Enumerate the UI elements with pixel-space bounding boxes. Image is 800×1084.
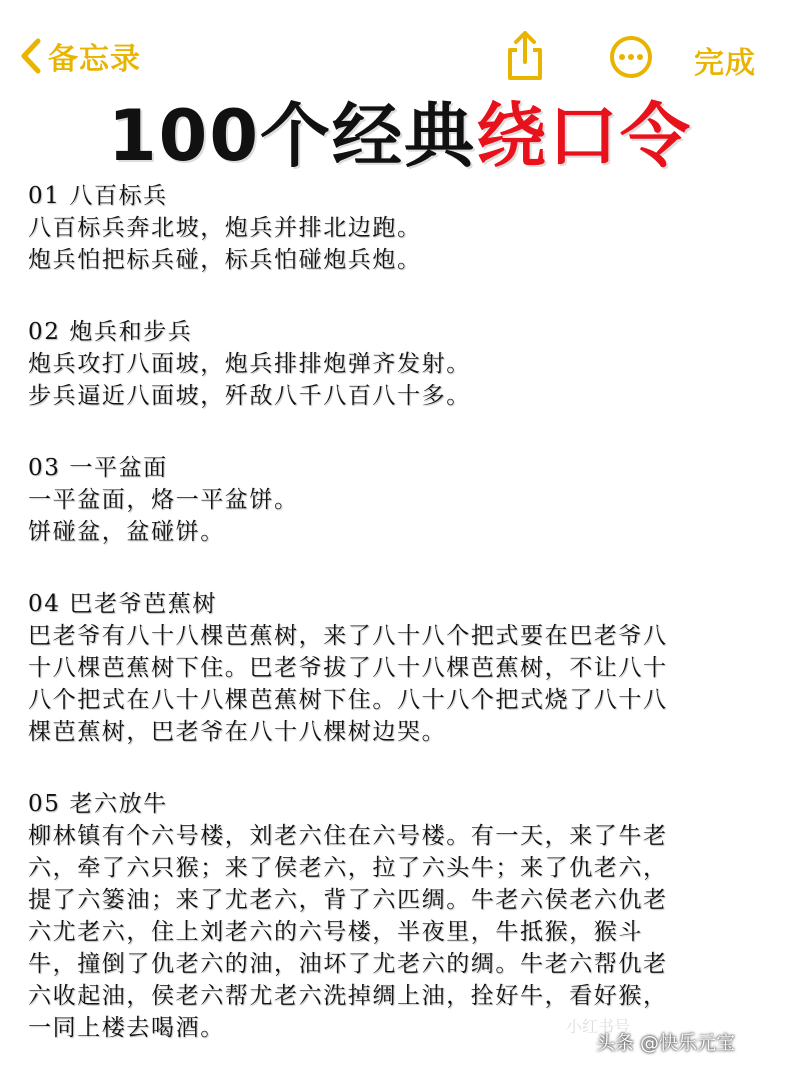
- more-button[interactable]: [608, 34, 654, 80]
- poem-1: [28, 180, 780, 276]
- poem-line: 棵芭蕉树，巴老爷在八十八棵树边哭。: [28, 719, 447, 745]
- poem-line: 步兵逼近八面坡，歼敌八千八百八十多。: [28, 383, 471, 409]
- poem-3: [28, 452, 780, 548]
- more-icon: [608, 34, 654, 80]
- done-button[interactable]: 完成: [694, 46, 756, 81]
- watermark: 头条 @快乐元宝: [596, 1032, 736, 1054]
- poem-line: 炮兵攻打八面坡，炮兵排排炮弹齐发射。: [28, 351, 471, 377]
- share-button[interactable]: [502, 30, 548, 82]
- poem-line: 八个把式在八十八棵芭蕉树下住。八十八个把式烧了八十八: [28, 687, 668, 713]
- poem-line: 炮兵怕把标兵碰，标兵怕碰炮兵炮。: [28, 247, 422, 273]
- poem-line: 一平盆面，烙一平盆饼。: [28, 487, 299, 513]
- note-title-part2: 绕口令: [476, 95, 693, 177]
- poem-line: 柳林镇有个六号楼，刘老六住在六号楼。有一天，来了牛老: [28, 823, 668, 849]
- share-icon: [502, 30, 548, 82]
- chevron-left-icon: [18, 37, 44, 75]
- note-title: [0, 96, 800, 176]
- poem-2: [28, 316, 780, 412]
- poem-title: 04 巴老爷芭蕉树: [28, 591, 217, 617]
- poem-line: 八百标兵奔北坡，炮兵并排北边跑。: [28, 215, 422, 241]
- poem-line: 十八棵芭蕉树下住。巴老爷拔了八十八棵芭蕉树，不让八十: [28, 655, 668, 681]
- poem-line: 饼碰盆，盆碰饼。: [28, 519, 225, 545]
- navigation-bar: [0, 0, 800, 100]
- faint-watermark: 小红书号: [566, 1017, 631, 1036]
- poem-line: 巴老爷有八十八棵芭蕉树，来了八十八个把式要在巴老爷八: [28, 623, 668, 649]
- note-body[interactable]: [28, 180, 780, 1084]
- poem-line: 牛，撞倒了仇老六的油，油坏了尤老六的绸。牛老六帮仇老: [28, 951, 668, 977]
- back-label: 备忘录: [48, 42, 141, 77]
- poem-line: 六尤老六，住上刘老六的六号楼，半夜里，牛抵猴，猴斗: [28, 919, 643, 945]
- poem-line: 六收起油，侯老六帮尤老六洗掉绸上油，拴好牛，看好猴，: [28, 983, 668, 1009]
- poem-5: [28, 788, 780, 1044]
- back-button[interactable]: [18, 34, 141, 78]
- poem-4: [28, 588, 780, 748]
- poem-title: 01 八百标兵: [28, 183, 168, 209]
- note-title-part1: 100个经典: [107, 95, 477, 177]
- poem-line: 提了六篓油；来了尤老六，背了六匹绸。牛老六侯老六仇老: [28, 887, 668, 913]
- poem-line: 一同上楼去喝酒。: [28, 1015, 225, 1041]
- poem-title: 02 炮兵和步兵: [28, 319, 193, 345]
- poem-title: 05 老六放牛: [28, 791, 168, 817]
- poem-line: 六，牵了六只猴；来了侯老六，拉了六头牛；来了仇老六，: [28, 855, 668, 881]
- poem-title: 03 一平盆面: [28, 455, 168, 481]
